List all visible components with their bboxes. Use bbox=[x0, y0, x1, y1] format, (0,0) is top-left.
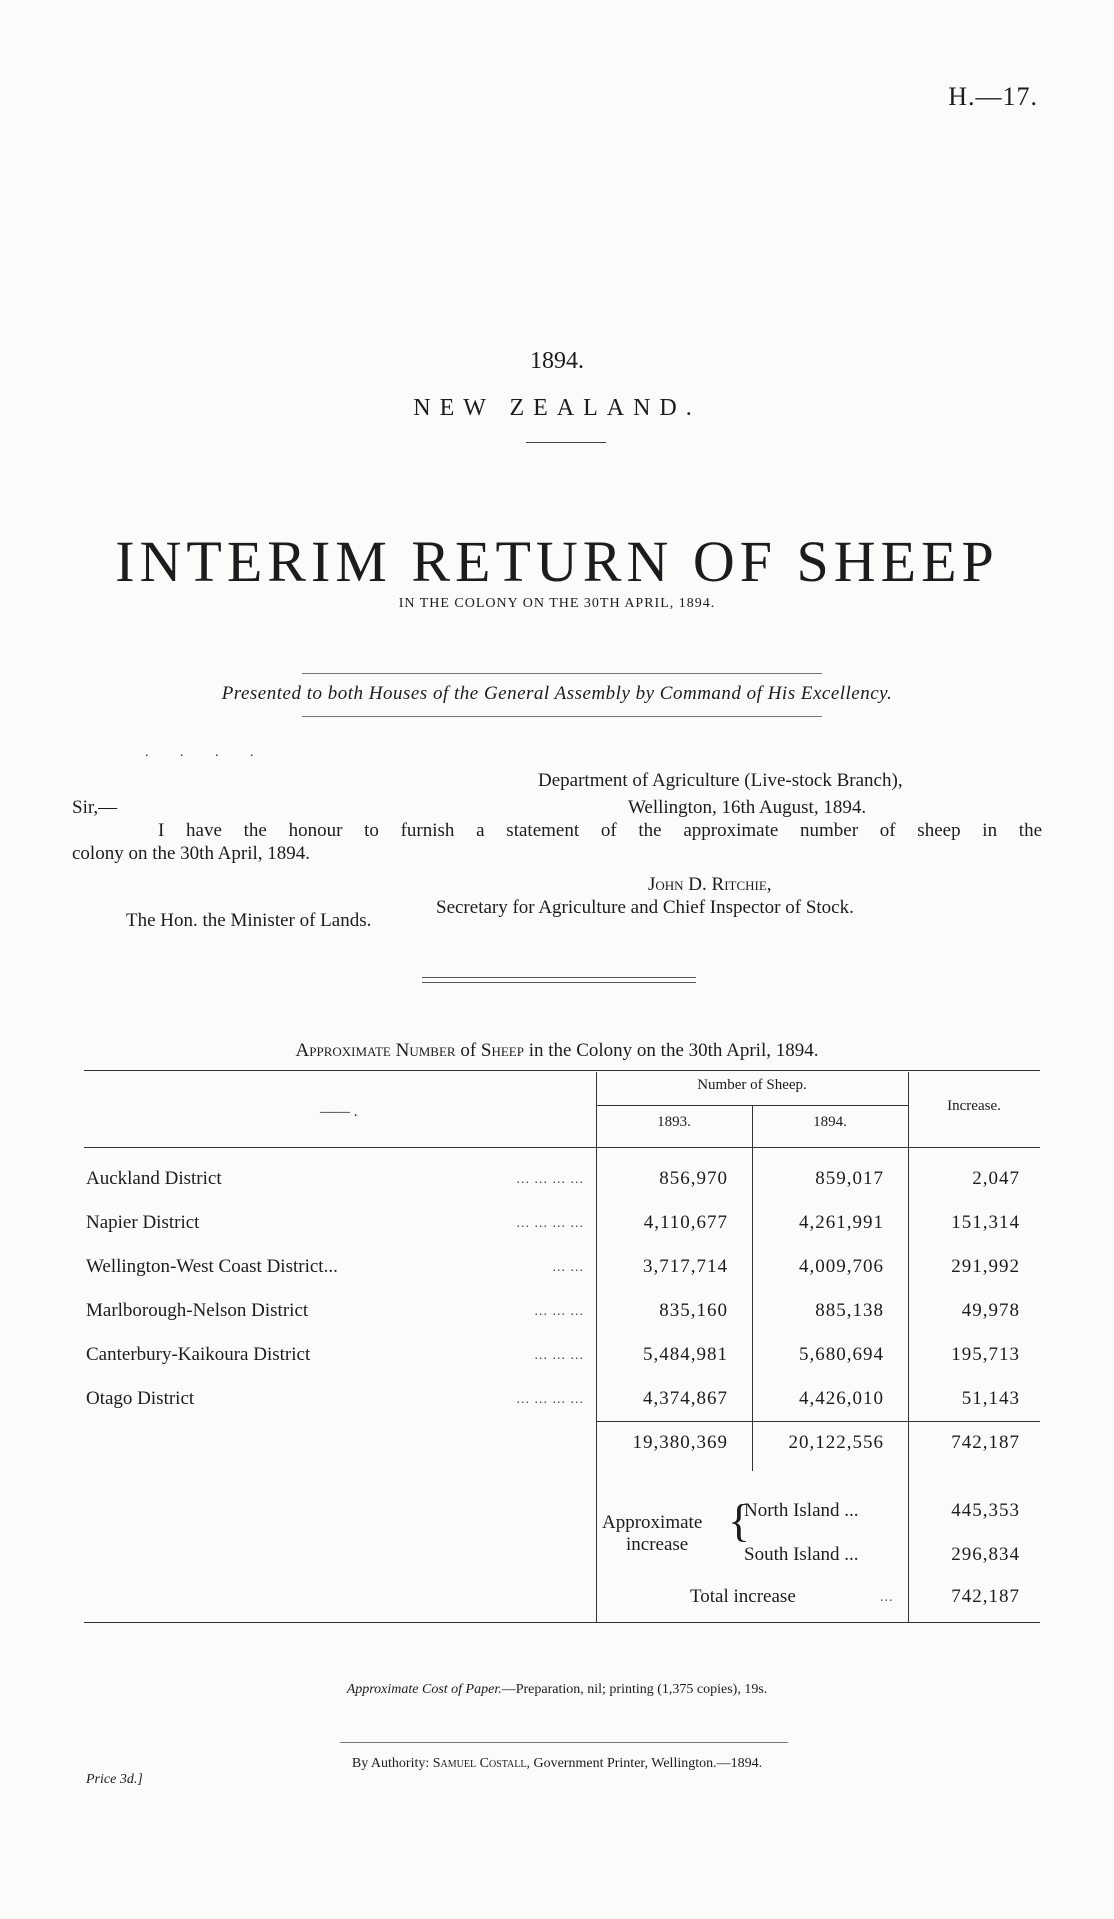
row-leader: ... ... ... ... bbox=[516, 1392, 584, 1407]
row-district: Napier District bbox=[86, 1212, 200, 1233]
row-increase: 51,143 bbox=[961, 1388, 1020, 1409]
header-number-of-sheep: Number of Sheep. bbox=[697, 1077, 807, 1093]
row-district: Marlborough-Nelson District bbox=[86, 1300, 309, 1321]
header-increase: Increase. bbox=[947, 1098, 1001, 1114]
letter-salutation: Sir,— bbox=[72, 797, 118, 818]
south-island-value: 296,834 bbox=[951, 1544, 1020, 1565]
paper-reference: H.—17. bbox=[948, 82, 1038, 111]
row-leader: ... ... ... ... bbox=[516, 1216, 584, 1231]
row-leader: ... ... ... ... bbox=[516, 1172, 584, 1187]
letter-addressee: The Hon. the Minister of Lands. bbox=[126, 910, 372, 931]
row-1893: 835,160 bbox=[659, 1300, 728, 1321]
row-leader: ... ... bbox=[552, 1260, 584, 1275]
row-1894: 4,261,991 bbox=[799, 1212, 884, 1233]
row-leader: ... ... ... bbox=[534, 1304, 584, 1319]
row-1893: 4,374,867 bbox=[643, 1388, 728, 1409]
row-increase: 151,314 bbox=[951, 1212, 1020, 1233]
total-1894: 20,122,556 bbox=[788, 1432, 884, 1453]
row-1894: 4,009,706 bbox=[799, 1256, 884, 1277]
divider bbox=[526, 442, 606, 443]
divider bbox=[302, 673, 822, 674]
letter-body-line2: colony on the 30th April, 1894. bbox=[72, 843, 311, 864]
double-rule bbox=[422, 977, 696, 983]
row-district: Wellington-West Coast District... bbox=[86, 1256, 338, 1277]
document-subtitle: IN THE COLONY ON THE 30TH APRIL, 1894. bbox=[398, 596, 716, 611]
cost-note: Approximate Cost of Paper.—Preparation, nil; printing (1,375 copies), 19s. bbox=[346, 1682, 768, 1697]
brace: { bbox=[728, 1495, 751, 1546]
table-header-rule bbox=[84, 1147, 1040, 1148]
total-increase-leader: ... bbox=[880, 1590, 894, 1605]
total-1893: 19,380,369 bbox=[632, 1432, 728, 1453]
row-1893: 856,970 bbox=[659, 1168, 728, 1189]
header-1893: 1893. bbox=[657, 1114, 691, 1130]
row-1893: 4,110,677 bbox=[643, 1212, 728, 1233]
row-increase: 195,713 bbox=[951, 1344, 1020, 1365]
letter-signer: John D. Ritchie, bbox=[648, 874, 772, 895]
total-increase: 742,187 bbox=[951, 1432, 1020, 1453]
row-1894: 885,138 bbox=[815, 1300, 884, 1321]
printer-dots: . . . . bbox=[145, 745, 268, 760]
approx-label: Approximate bbox=[602, 1512, 703, 1533]
table-title: Approximate Number of Sheep in the Colony on the 30th April, 1894. bbox=[295, 1040, 819, 1061]
south-island-label: South Island ... bbox=[744, 1544, 859, 1565]
divider bbox=[340, 1742, 788, 1743]
row-1893: 5,484,981 bbox=[643, 1344, 728, 1365]
row-increase: 291,992 bbox=[951, 1256, 1020, 1277]
col-rule bbox=[596, 1072, 597, 1622]
row-district: Canterbury-Kaikoura District bbox=[86, 1344, 311, 1365]
row-1894: 5,680,694 bbox=[799, 1344, 884, 1365]
document-title: INTERIM RETURN OF SHEEP bbox=[115, 529, 999, 594]
table-top-rule bbox=[84, 1070, 1040, 1071]
presented-line: Presented to both Houses of the General Assembly by Command of His Excellency. bbox=[221, 683, 893, 704]
row-district: Otago District bbox=[86, 1388, 195, 1409]
row-increase: 2,047 bbox=[972, 1168, 1020, 1189]
row-1894: 4,426,010 bbox=[799, 1388, 884, 1409]
north-island-label: North Island ... bbox=[744, 1500, 859, 1521]
divider bbox=[302, 716, 822, 717]
row-district: Auckland District bbox=[86, 1168, 222, 1189]
letter-body-line1: I have the honour to furnish a statement of the approximate number of sheep in the bbox=[158, 820, 1042, 841]
letter-signer-title: Secretary for Agriculture and Chief Inspector of Stock. bbox=[436, 897, 854, 918]
header-1894: 1894. bbox=[813, 1114, 847, 1130]
authority-line: By Authority: Samuel Costall, Government Printer, Wellington.—1894. bbox=[351, 1756, 763, 1771]
col-rule bbox=[752, 1106, 753, 1471]
total-increase-value: 742,187 bbox=[951, 1586, 1020, 1607]
totals-rule bbox=[596, 1421, 1040, 1422]
total-increase-label: Total increase bbox=[690, 1586, 796, 1607]
country: NEW ZEALAND. bbox=[413, 395, 701, 421]
north-island-value: 445,353 bbox=[951, 1500, 1020, 1521]
row-1893: 3,717,714 bbox=[643, 1256, 728, 1277]
year: 1894. bbox=[530, 348, 584, 374]
row-increase: 49,978 bbox=[961, 1300, 1020, 1321]
header-blank: —— . bbox=[320, 1104, 358, 1120]
row-leader: ... ... ... bbox=[534, 1348, 584, 1363]
col-rule bbox=[908, 1072, 909, 1622]
price: Price 3d.] bbox=[86, 1772, 143, 1787]
letter-place-date: Wellington, 16th August, 1894. bbox=[628, 797, 867, 818]
letter-department: Department of Agriculture (Live-stock Branch), bbox=[538, 770, 903, 791]
table-bottom-rule bbox=[84, 1622, 1040, 1623]
approx-label: increase bbox=[626, 1534, 689, 1555]
row-1894: 859,017 bbox=[815, 1168, 884, 1189]
